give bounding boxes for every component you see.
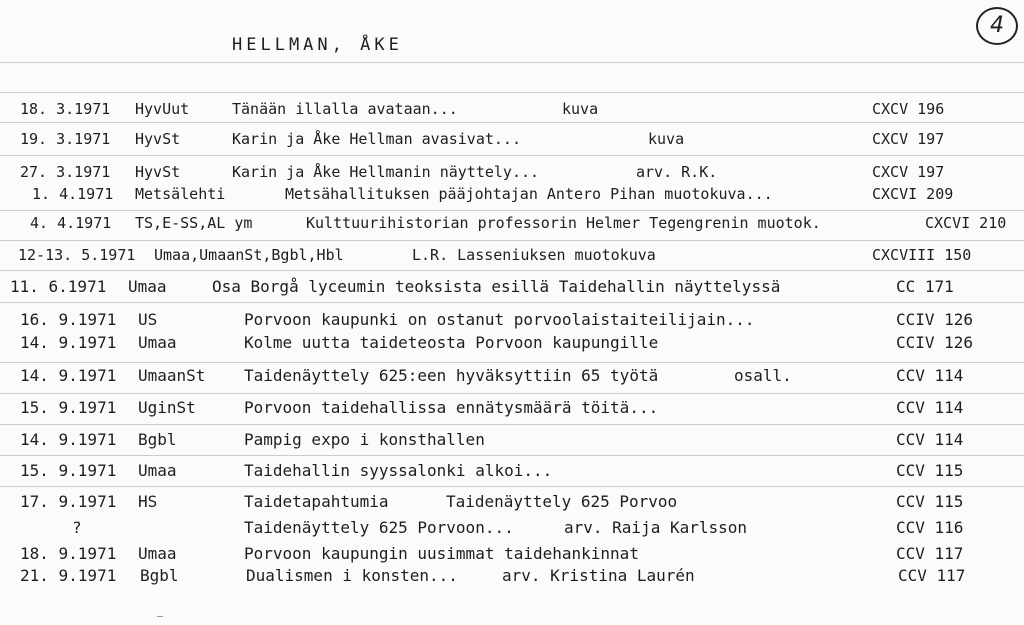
entry-source: HyvUut — [135, 100, 190, 118]
entry-title: Metsähallituksen pääjohtajan Antero Pihan muotokuva... — [285, 185, 773, 203]
entry-note: kuva — [562, 100, 599, 118]
entry-source: HS — [138, 492, 158, 511]
entry-date: 1. 4.1971 — [32, 185, 114, 203]
entry-source: UmaanSt — [138, 366, 206, 385]
ruled-line — [0, 393, 1024, 394]
ruled-line — [0, 486, 1024, 487]
entry-date: 12-13. 5.1971 — [18, 246, 136, 264]
ruled-line — [0, 455, 1024, 456]
entry-source: US — [138, 310, 158, 329]
entry-date: 14. 9.1971 — [20, 333, 117, 352]
entry-ref: CCV 115 — [896, 461, 964, 480]
entry-title: Osa Borgå lyceumin teoksista esillä Taidehallin näyttelyssä — [212, 277, 781, 296]
entry-source: HyvSt — [135, 163, 181, 181]
entry-note: osall. — [734, 366, 792, 385]
entry-title: Karin ja Åke Hellmanin näyttely... — [232, 163, 540, 181]
entry-ref: CCV 116 — [896, 518, 964, 537]
entry-title: L.R. Lasseniuksen muotokuva — [412, 246, 656, 264]
ruled-line — [0, 362, 1024, 363]
entry-source: Umaa — [128, 277, 167, 296]
entry-source: Umaa — [138, 544, 177, 563]
entry-title: Porvoon kaupungin uusimmat taidehankinnat — [244, 544, 639, 563]
entry-date: 11. 6.1971 — [10, 277, 107, 296]
entry-source: Umaa — [138, 333, 177, 352]
entry-title: Taidenäyttely 625 Porvoon... — [244, 518, 514, 537]
entry-date: 17. 9.1971 — [20, 492, 117, 511]
ruled-line — [0, 424, 1024, 425]
entry-title: Taidetapahtumia — [244, 492, 389, 511]
entry-title: Porvoon kaupunki on ostanut porvoolaistaiteilijain... — [244, 310, 755, 329]
entry-ref: CXCV 197 — [872, 130, 945, 148]
entry-title: Taidenäyttely 625:een hyväksyttiin 65 työtä — [244, 366, 659, 385]
entry-source: Umaa,UmaanSt,Bgbl,Hbl — [154, 246, 344, 264]
entry-source: Umaa — [138, 461, 177, 480]
ruled-line — [0, 270, 1024, 271]
paper-mark — [157, 616, 163, 623]
card-title: HELLMAN, ÅKE — [232, 35, 403, 55]
entry-title: Kulttuurihistorian professorin Helmer Tegengrenin muotok. — [306, 214, 821, 232]
entry-title: Pampig expo i konsthallen — [244, 430, 485, 449]
entry-ref: CXCV 196 — [872, 100, 945, 118]
ruled-line — [0, 155, 1024, 156]
ruled-line — [0, 122, 1024, 123]
entry-title: Tänään illalla avataan... — [232, 100, 458, 118]
ruled-line — [0, 210, 1024, 211]
entry-ref: CCV 117 — [896, 544, 964, 563]
entry-ref: CCV 114 — [896, 430, 964, 449]
entry-date: 21. 9.1971 — [20, 566, 117, 585]
entry-ref: CCV 115 — [896, 492, 964, 511]
entry-note: arv. R.K. — [636, 163, 718, 181]
entry-ref: CXCVI 209 — [872, 185, 954, 203]
entry-date: ? — [72, 518, 82, 537]
entry-title: Dualismen i konsten... — [246, 566, 458, 585]
entry-note: arv. Raija Karlsson — [564, 518, 748, 537]
entry-date: 18. 9.1971 — [20, 544, 117, 563]
entry-source: TS,E-SS,AL ym — [135, 214, 253, 232]
entry-source: UginSt — [138, 398, 196, 417]
entry-date: 4. 4.1971 — [30, 214, 112, 232]
entry-ref: CCV 114 — [896, 398, 964, 417]
card-number-badge: 4 — [976, 7, 1018, 45]
entry-source: HyvSt — [135, 130, 181, 148]
entry-ref: CC 171 — [896, 277, 954, 296]
entry-ref: CXCV 197 — [872, 163, 945, 181]
entry-ref: CCV 114 — [896, 366, 964, 385]
ruled-line — [0, 240, 1024, 241]
entry-date: 14. 9.1971 — [20, 366, 117, 385]
entry-source: Bgbl — [140, 566, 179, 585]
entry-source: Bgbl — [138, 430, 177, 449]
entry-title: Taidehallin syyssalonki alkoi... — [244, 461, 553, 480]
entry-date: 27. 3.1971 — [20, 163, 111, 181]
ruled-line — [0, 92, 1024, 93]
entry-ref: CCV 117 — [898, 566, 966, 585]
entry-note: Taidenäyttely 625 Porvoo — [446, 492, 678, 511]
entry-title: Kolme uutta taideteosta Porvoon kaupungille — [244, 333, 659, 352]
entry-ref: CXCVI 210 — [925, 214, 1007, 232]
entry-ref: CCIV 126 — [896, 333, 974, 352]
entry-title: Porvoon taidehallissa ennätysmäärä töitä... — [244, 398, 659, 417]
entry-source: Metsälehti — [135, 185, 226, 203]
entry-date: 19. 3.1971 — [20, 130, 111, 148]
entry-date: 15. 9.1971 — [20, 461, 117, 480]
entry-ref: CXCVIII 150 — [872, 246, 972, 264]
entry-date: 18. 3.1971 — [20, 100, 111, 118]
entry-date: 16. 9.1971 — [20, 310, 117, 329]
entry-date: 14. 9.1971 — [20, 430, 117, 449]
entry-ref: CCIV 126 — [896, 310, 974, 329]
entry-title: Karin ja Åke Hellman avasivat... — [232, 130, 521, 148]
entry-date: 15. 9.1971 — [20, 398, 117, 417]
entry-note: arv. Kristina Laurén — [502, 566, 695, 585]
header-rule — [0, 62, 1024, 63]
entry-note: kuva — [648, 130, 685, 148]
ruled-line — [0, 302, 1024, 303]
